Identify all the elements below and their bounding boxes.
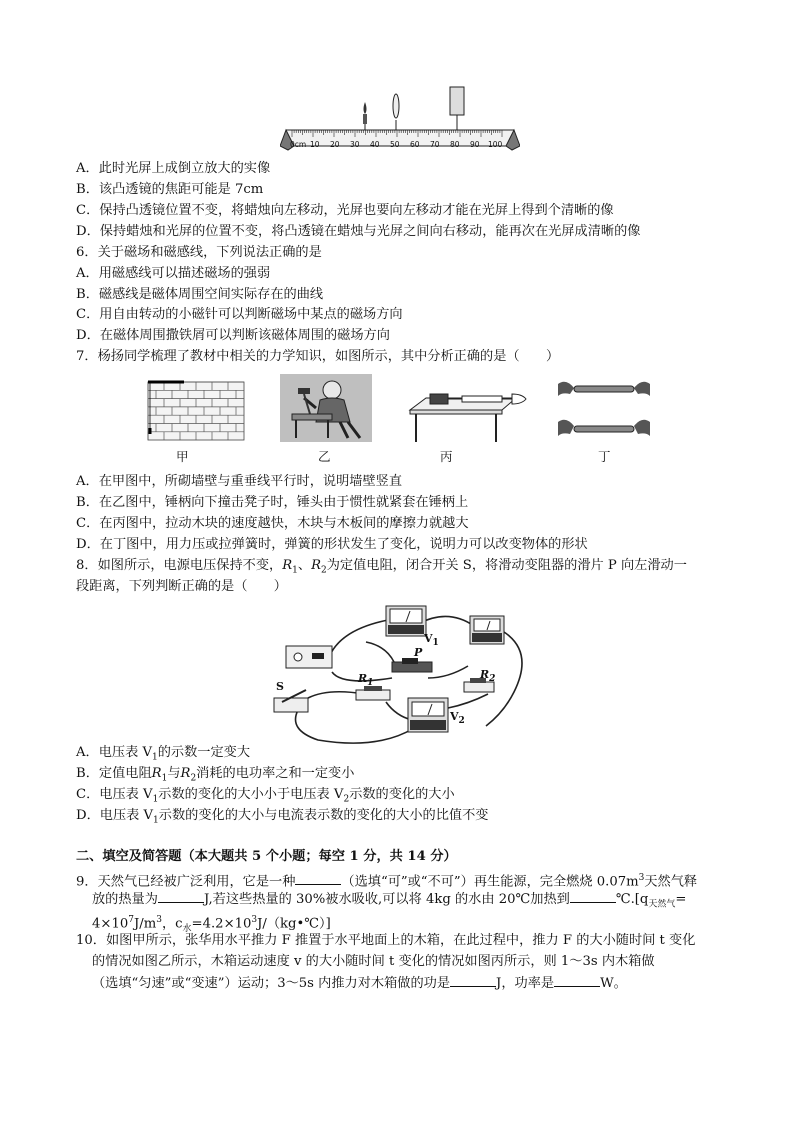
q8-stem-part: 为定值电阻，闭合开关 S，将滑动变阻器的滑片 P 向左滑动一 — [326, 558, 687, 573]
q5-option-b: B．该凸透镜的焦距可能是 7cm — [76, 182, 264, 197]
q9-text: ，c — [161, 916, 183, 932]
q9-text: 4×10 — [92, 916, 129, 932]
ruler-tick-label: 0cm — [290, 140, 307, 149]
q9-text: =4.2×10 — [191, 916, 252, 932]
figure-ding-spring — [556, 376, 652, 442]
figure-bing-caption: 丙 — [440, 449, 453, 464]
circuit-label-v1: $V_1$ — [424, 632, 439, 649]
ruler-tick-label: 100 — [488, 140, 503, 149]
answer-blank[interactable] — [570, 890, 616, 903]
v1-subscript: 1 — [153, 815, 159, 826]
r2-subscript: 2 — [190, 773, 197, 784]
q8-option-c — [76, 786, 455, 809]
ruler-tick-label: 10 — [310, 140, 320, 149]
q10-line1: 10．如图甲所示，张华用水平推力 F 推置于水平地面上的木箱，在此过程中，推力 F 的大小随时间 t 变化 — [76, 933, 696, 948]
q9-text: 9．天然气已经被广泛利用，它是一种 — [76, 874, 296, 890]
q9-text: J,若这些热量的 30%被水吸收,可以将 4kg 的水由 20℃加热到 — [203, 892, 570, 907]
q10-line3 — [92, 974, 627, 993]
circuit-label-s: S — [276, 680, 284, 693]
q7-option-d: D．在丁图中，用力压或拉弹簧时，弹簧的形状发生了变化，说明力可以改变物体的形状 — [76, 537, 588, 552]
q10-line2: 的情况如图乙所示，木箱运动速度 v 的大小随时间 t 变化的情况如图丙所示，则 1～3s 内木箱做 — [92, 954, 655, 969]
q9-text: J/m — [133, 916, 157, 932]
figure-yi-hammer — [280, 374, 372, 442]
q9-line1 — [76, 869, 697, 891]
ruler-tick-label: 50 — [390, 140, 400, 149]
circuit-label-r2: $R_2$ — [480, 668, 496, 685]
superscript: 3 — [251, 915, 258, 925]
q8-stem-line1 — [76, 557, 687, 580]
r2-symbol: R — [180, 766, 191, 781]
q9-text: J/（kg•℃）] — [257, 916, 331, 932]
ruler-tick-label: 90 — [470, 140, 480, 149]
ruler-tick-label: 70 — [430, 140, 440, 149]
q7-stem: 7．杨扬同学梳理了教材中相关的力学知识，如图所示，其中分析正确的是（ ） — [76, 349, 560, 364]
q10-text: J，功率是 — [496, 976, 555, 991]
ruler-tick-label: 60 — [410, 140, 420, 149]
q8-option-c-text: 示数的变化的大小 — [349, 787, 455, 802]
q5-option-c: C．保持凸透镜位置不变，将蜡烛向左移动，光屏也要向左移动才能在光屏上得到个清晰的像 — [76, 203, 614, 218]
q6-option-a: A．用磁感线可以描述磁场的强弱 — [76, 266, 271, 281]
v1-subscript: 1 — [152, 752, 158, 763]
q8-option-c-text: 示数的变化的大小小于电压表 V — [158, 787, 344, 802]
q10-text: （选填“匀速”或“变速”）运动；3～5s 内推力对木箱做的功是 — [92, 976, 451, 991]
superscript: 3 — [156, 915, 162, 925]
q6-stem: 6．关于磁场和磁感线，下列说法正确的是 — [76, 245, 322, 260]
q6-option-b: B．磁感线是磁体周围空间实际存在的曲线 — [76, 287, 324, 302]
q8-option-d-text: 示数的变化的大小与电流表示数的变化的大小的比值不变 — [158, 808, 489, 823]
circuit-label-r1: $R_1$ — [358, 672, 374, 689]
ruler-tick-label: 40 — [370, 140, 380, 149]
answer-blank[interactable] — [158, 890, 204, 903]
superscript: 3 — [638, 873, 645, 883]
q7-option-a: A．在甲图中，所砌墙壁与重垂线平行时，说明墙壁竖直 — [76, 474, 403, 489]
q7-option-b: B．在乙图中，锤柄向下撞击凳子时，锤头由于惯性就紧套在锤柄上 — [76, 495, 469, 510]
q8-option-a-text: A．电压表 V — [76, 745, 152, 760]
separator: 、 — [297, 558, 312, 573]
r1-symbol: R — [151, 766, 162, 781]
ruler-tick-label: 80 — [450, 140, 460, 149]
q5-option-d: D．保持蜡烛和光屏的位置不变，将凸透镜在蜡烛与光屏之间向右移动，能再次在光屏成清晰的像 — [76, 224, 641, 239]
q8-option-a-text: 的示数一定变大 — [157, 745, 251, 760]
subscript: 水 — [182, 924, 192, 935]
q8-option-d — [76, 807, 488, 830]
answer-blank[interactable] — [295, 872, 341, 885]
q10-text: W。 — [600, 976, 627, 991]
v2-subscript: 2 — [343, 794, 350, 805]
q8-option-c-text: C．电压表 V — [76, 787, 153, 802]
r2-subscript: 2 — [321, 565, 327, 576]
figure-ding-caption: 丁 — [598, 449, 611, 464]
answer-blank[interactable] — [450, 974, 496, 987]
q6-option-d: D．在磁体周围撒铁屑可以判断该磁体周围的磁场方向 — [76, 328, 390, 343]
q8-stem-part: 8．如图所示，电源电压保持不变， — [76, 558, 283, 573]
q8-option-b-text: B．定值电阻 — [76, 766, 152, 781]
r1-subscript: 1 — [292, 565, 298, 576]
v1-subscript: 1 — [152, 794, 159, 805]
answer-blank[interactable] — [554, 974, 600, 987]
circuit-label-p: P — [414, 646, 423, 659]
ruler-tick-label: 30 — [350, 140, 360, 149]
circuit-label-v2: $V_2$ — [450, 710, 465, 727]
figure-yi-caption: 乙 — [318, 449, 331, 464]
figure-jia-caption: 甲 — [176, 449, 189, 464]
q9-text: ℃.[q — [615, 892, 649, 907]
q6-option-c: C．用自由转动的小磁针可以判断磁场中某点的磁场方向 — [76, 307, 403, 322]
r1-symbol: R — [282, 558, 293, 573]
q7-option-c: C．在丙图中，拉动木块的速度越快，木块与木板间的摩擦力就越大 — [76, 516, 469, 531]
figure-jia-brick-wall — [144, 376, 248, 442]
superscript: 7 — [128, 915, 134, 925]
r2-symbol: R — [311, 558, 321, 573]
q9-text: 放的热量为 — [92, 892, 158, 907]
ruler-tick-label: 20 — [330, 140, 340, 149]
optical-bench-figure — [280, 84, 520, 156]
q9-text: （选填“可”或“不可”）再生能源，完全燃烧 0.07m — [341, 874, 639, 890]
q8-stem-line2: 段距离，下列判断正确的是（ ） — [76, 579, 287, 594]
q8-option-a — [76, 744, 250, 767]
circuit-figure — [268, 598, 530, 744]
subscript: 天然气 — [648, 899, 676, 910]
q9-text: 天然气释 — [644, 874, 698, 890]
q8-option-b-text: 消耗的电功率之和一定变小 — [196, 766, 355, 781]
q8-option-b — [76, 765, 354, 788]
ruler-labels — [288, 140, 512, 152]
q9-text: = — [675, 892, 687, 907]
q8-option-d-text: D．电压表 V — [76, 808, 154, 823]
section-heading: 二、填空及简答题（本大题共 5 个小题；每空 1 分，共 14 分） — [76, 849, 457, 864]
figure-bing-friction — [406, 388, 532, 444]
r1-subscript: 1 — [161, 773, 168, 784]
q5-option-a: A．此时光屏上成倒立放大的实像 — [76, 161, 271, 176]
q8-option-b-text: 与 — [167, 766, 181, 781]
